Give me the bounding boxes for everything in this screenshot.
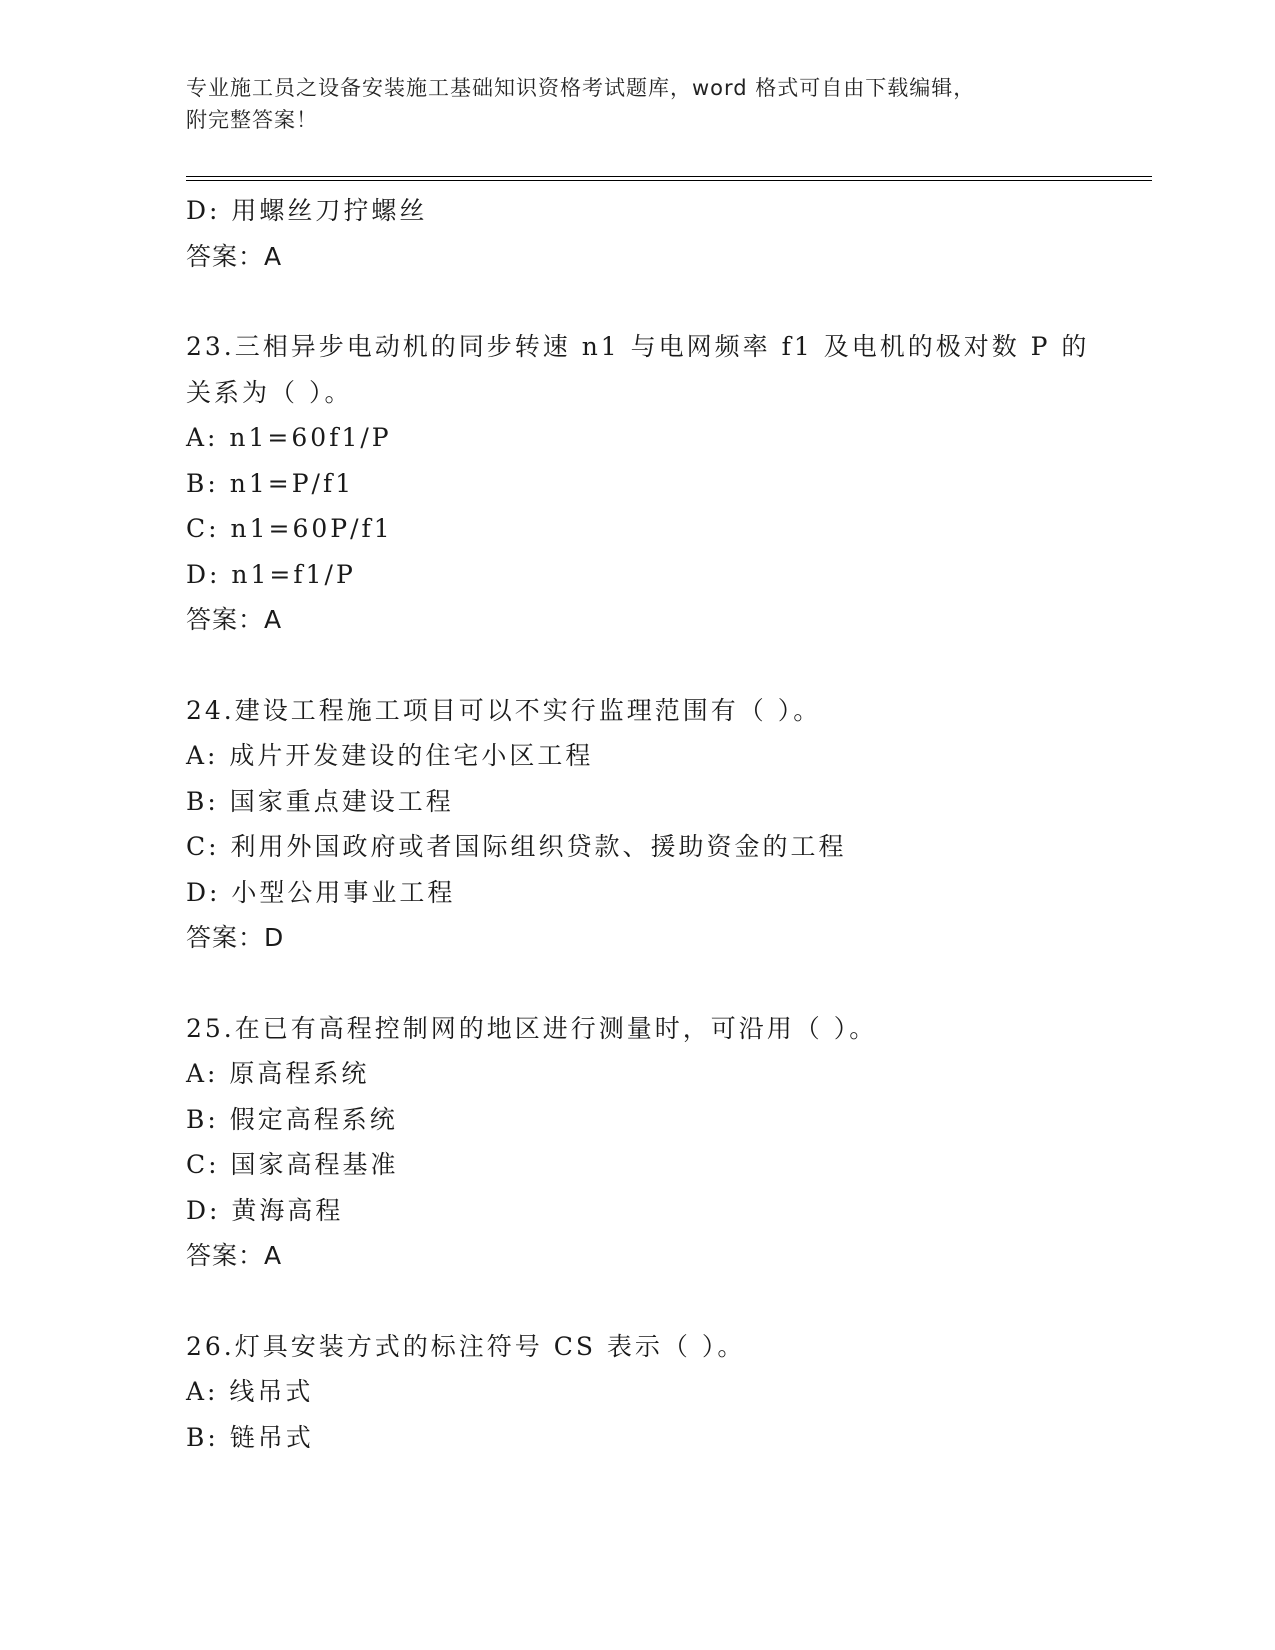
answer: 答案：D [186, 923, 285, 952]
option-d: D: 小型公用事业工程 [186, 877, 456, 907]
option-c: C: 国家高程基准 [186, 1150, 399, 1179]
option-c: C: n1=60P/f1 [186, 514, 393, 543]
answer: 答案：A [186, 241, 283, 271]
answer: 答案：A [186, 1241, 283, 1270]
question-list [186, 188, 1126, 1460]
option-a: A: n1=60f1/P [186, 423, 392, 452]
spacer [186, 1279, 1126, 1324]
option-b: B: 国家重点建设工程 [186, 786, 454, 816]
question-stem: 24.建设工程施工项目可以不实行监理范围有（ ）。 [186, 695, 822, 725]
option-d: D: 黄海高程 [186, 1195, 344, 1225]
option-a: A: 线吊式 [186, 1377, 314, 1406]
header-line-2: 附完整答案！ [186, 108, 318, 132]
question-stem: 23.三相异步电动机的同步转速 n1 与电网频率 f1 及电机的极对数 P 的 [186, 332, 1090, 361]
option-d: D: n1=f1/P [186, 559, 356, 589]
header-line-1: 专业施工员之设备安装施工基础知识资格考试题库，word 格式可自由下载编辑， [186, 76, 976, 100]
header-divider [186, 176, 1152, 181]
spacer [186, 279, 1126, 324]
answer: 答案：A [186, 605, 283, 634]
option-a: A: 成片开发建设的住宅小区工程 [186, 741, 594, 770]
option-d: D: 用螺丝刀拧螺丝 [186, 196, 428, 225]
question-25 [186, 1006, 1126, 1279]
question-stem-cont: 关系为（ ）。 [186, 377, 353, 407]
option-b: B: 假定高程系统 [186, 1104, 398, 1134]
question-23 [186, 324, 1126, 643]
question-stem: 25.在已有高程控制网的地区进行测量时，可沿用（ ）。 [186, 1013, 878, 1043]
question-26 [186, 1324, 1126, 1461]
option-c: C: 利用外国政府或者国际组织贷款、援助资金的工程 [186, 832, 847, 861]
question-24 [186, 688, 1126, 961]
document-header [186, 72, 1066, 136]
spacer [186, 961, 1126, 1006]
option-a: A: 原高程系统 [186, 1059, 370, 1088]
question-stem: 26.灯具安装方式的标注符号 CS 表示（ ）。 [186, 1331, 746, 1361]
spacer [186, 643, 1126, 688]
option-b: B: 链吊式 [186, 1422, 314, 1452]
option-b: B: n1=P/f1 [186, 468, 355, 498]
